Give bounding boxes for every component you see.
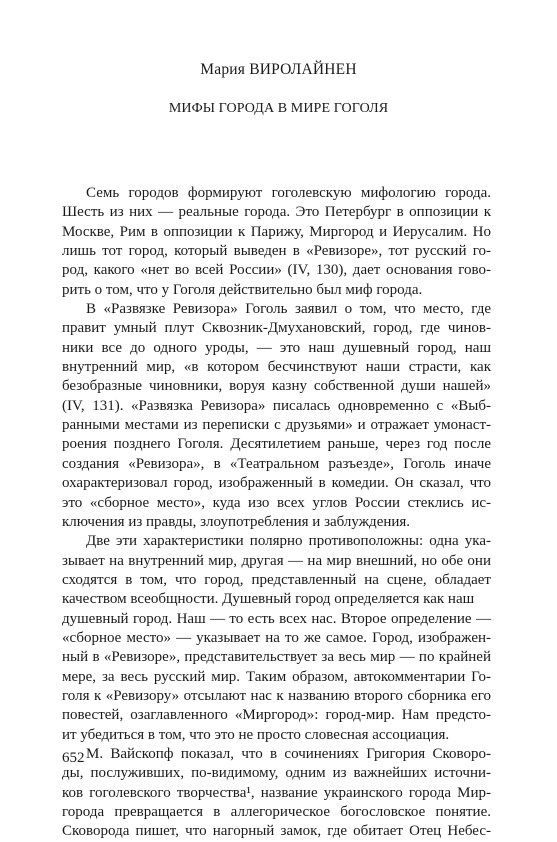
text-line: города превращается в аллегорическое богословское понятие. [62, 804, 491, 820]
text-line: ит убедиться в том, что это не просто словесная ассоциация. [62, 726, 450, 743]
text-line: ключения из правды, злоупотребления и заблуждения. [62, 513, 411, 530]
text-line: Семь городов формируют гоголевскую мифологию города. [86, 185, 491, 201]
text-line: Две эти характеристики полярно противоположны: одна ука- [86, 533, 491, 550]
text-line: ков гоголевского творчества¹, название украинского города Мир- [62, 784, 491, 801]
text-line: ды, послуживших, по-видимому, одним из важнейших источни- [62, 765, 491, 782]
text-line: лишь тот город, который выведен в «Ревизоре», тот русский го- [62, 243, 491, 260]
article-title: МИФЫ ГОРОДА В МИРЕ ГОГОЛЯ [168, 101, 389, 116]
text-line: мере, за весь русский мир. Таким образом, автокомментарии Го- [62, 668, 491, 685]
text-line: голя к «Ревизору» отсылают нас к названию второго сборника его [62, 687, 491, 704]
text-line: правит умный плут Сквозник-Дмухановский, город, где чинов- [62, 320, 491, 337]
text-line: создания «Ревизора», в «Театральном разъезде», Гоголь иначе [62, 455, 491, 472]
text-line: Шесть из них — реальные города. Это Петербург в оппозиции к [62, 204, 491, 221]
text-line: душевный город. Наш — то есть всех нас. Второе определение — [62, 610, 491, 627]
text-line: безобразные чиновники, воруя казну собственной души нашей» [62, 378, 491, 395]
text-line: сходятся в том, что город, представленный на сцене, обладает [62, 571, 491, 588]
author-name: Мария ВИРОЛАЙНЕН [200, 61, 357, 78]
text-line: рить о том, что у Гоголя действительно был миф города. [62, 281, 423, 298]
text-line: В «Развязке Ревизора» Гоголь заявил о том, что место, где [86, 301, 491, 318]
text-line: род, какого «нет во всей России» (IV, 130), дает основания гово- [62, 262, 491, 279]
page-number: 652 [62, 750, 85, 766]
text-line: Москве, Рим в оппозиции к Парижу, Миргород и Иерусалим. Но [62, 223, 491, 240]
text-line: повестей, озаглавленного «Миргород»: город-мир. Нам предсто- [62, 707, 491, 724]
text-line: ники все до одного уроды, — это наш душевный город, наш [62, 339, 491, 356]
text-line: ный в «Ревизоре», представительствует за весь мир — по крайней [62, 649, 491, 666]
text-line: внутренний мир, «в котором бесчинствуют наши страсти, как [62, 359, 491, 376]
text-line: зывает на внутренний мир, другая — на мир внешний, но обе они [62, 552, 491, 569]
text-line: роения позднего Гоголя. Десятилетием раньше, через год после [62, 436, 491, 453]
body-text [62, 184, 491, 842]
text-line: «сборное место» — указывает на то же самое. Город, изображен- [62, 629, 491, 646]
text-line: М. Вайскопф показал, что в сочинениях Григория Сковоро- [86, 745, 491, 762]
text-line: качеством всеобщности. Душевный город определяется как наш [62, 591, 475, 608]
text-line: это «сборное место», куда изо всех углов России стеклись ис- [62, 494, 491, 511]
text-line: Сковорода пишет, что нагорный замок, где обитает Отец Небес- [62, 823, 491, 840]
text-line: ранными местами из переписки с друзьями» и отражает умонаст- [62, 417, 491, 434]
text-line: охарактеризовал город, изображенный в комедии. Он сказал, что [62, 475, 491, 492]
text-line: (IV, 131). «Развязка Ревизора» писалась одновременно с «Выб- [62, 397, 491, 414]
